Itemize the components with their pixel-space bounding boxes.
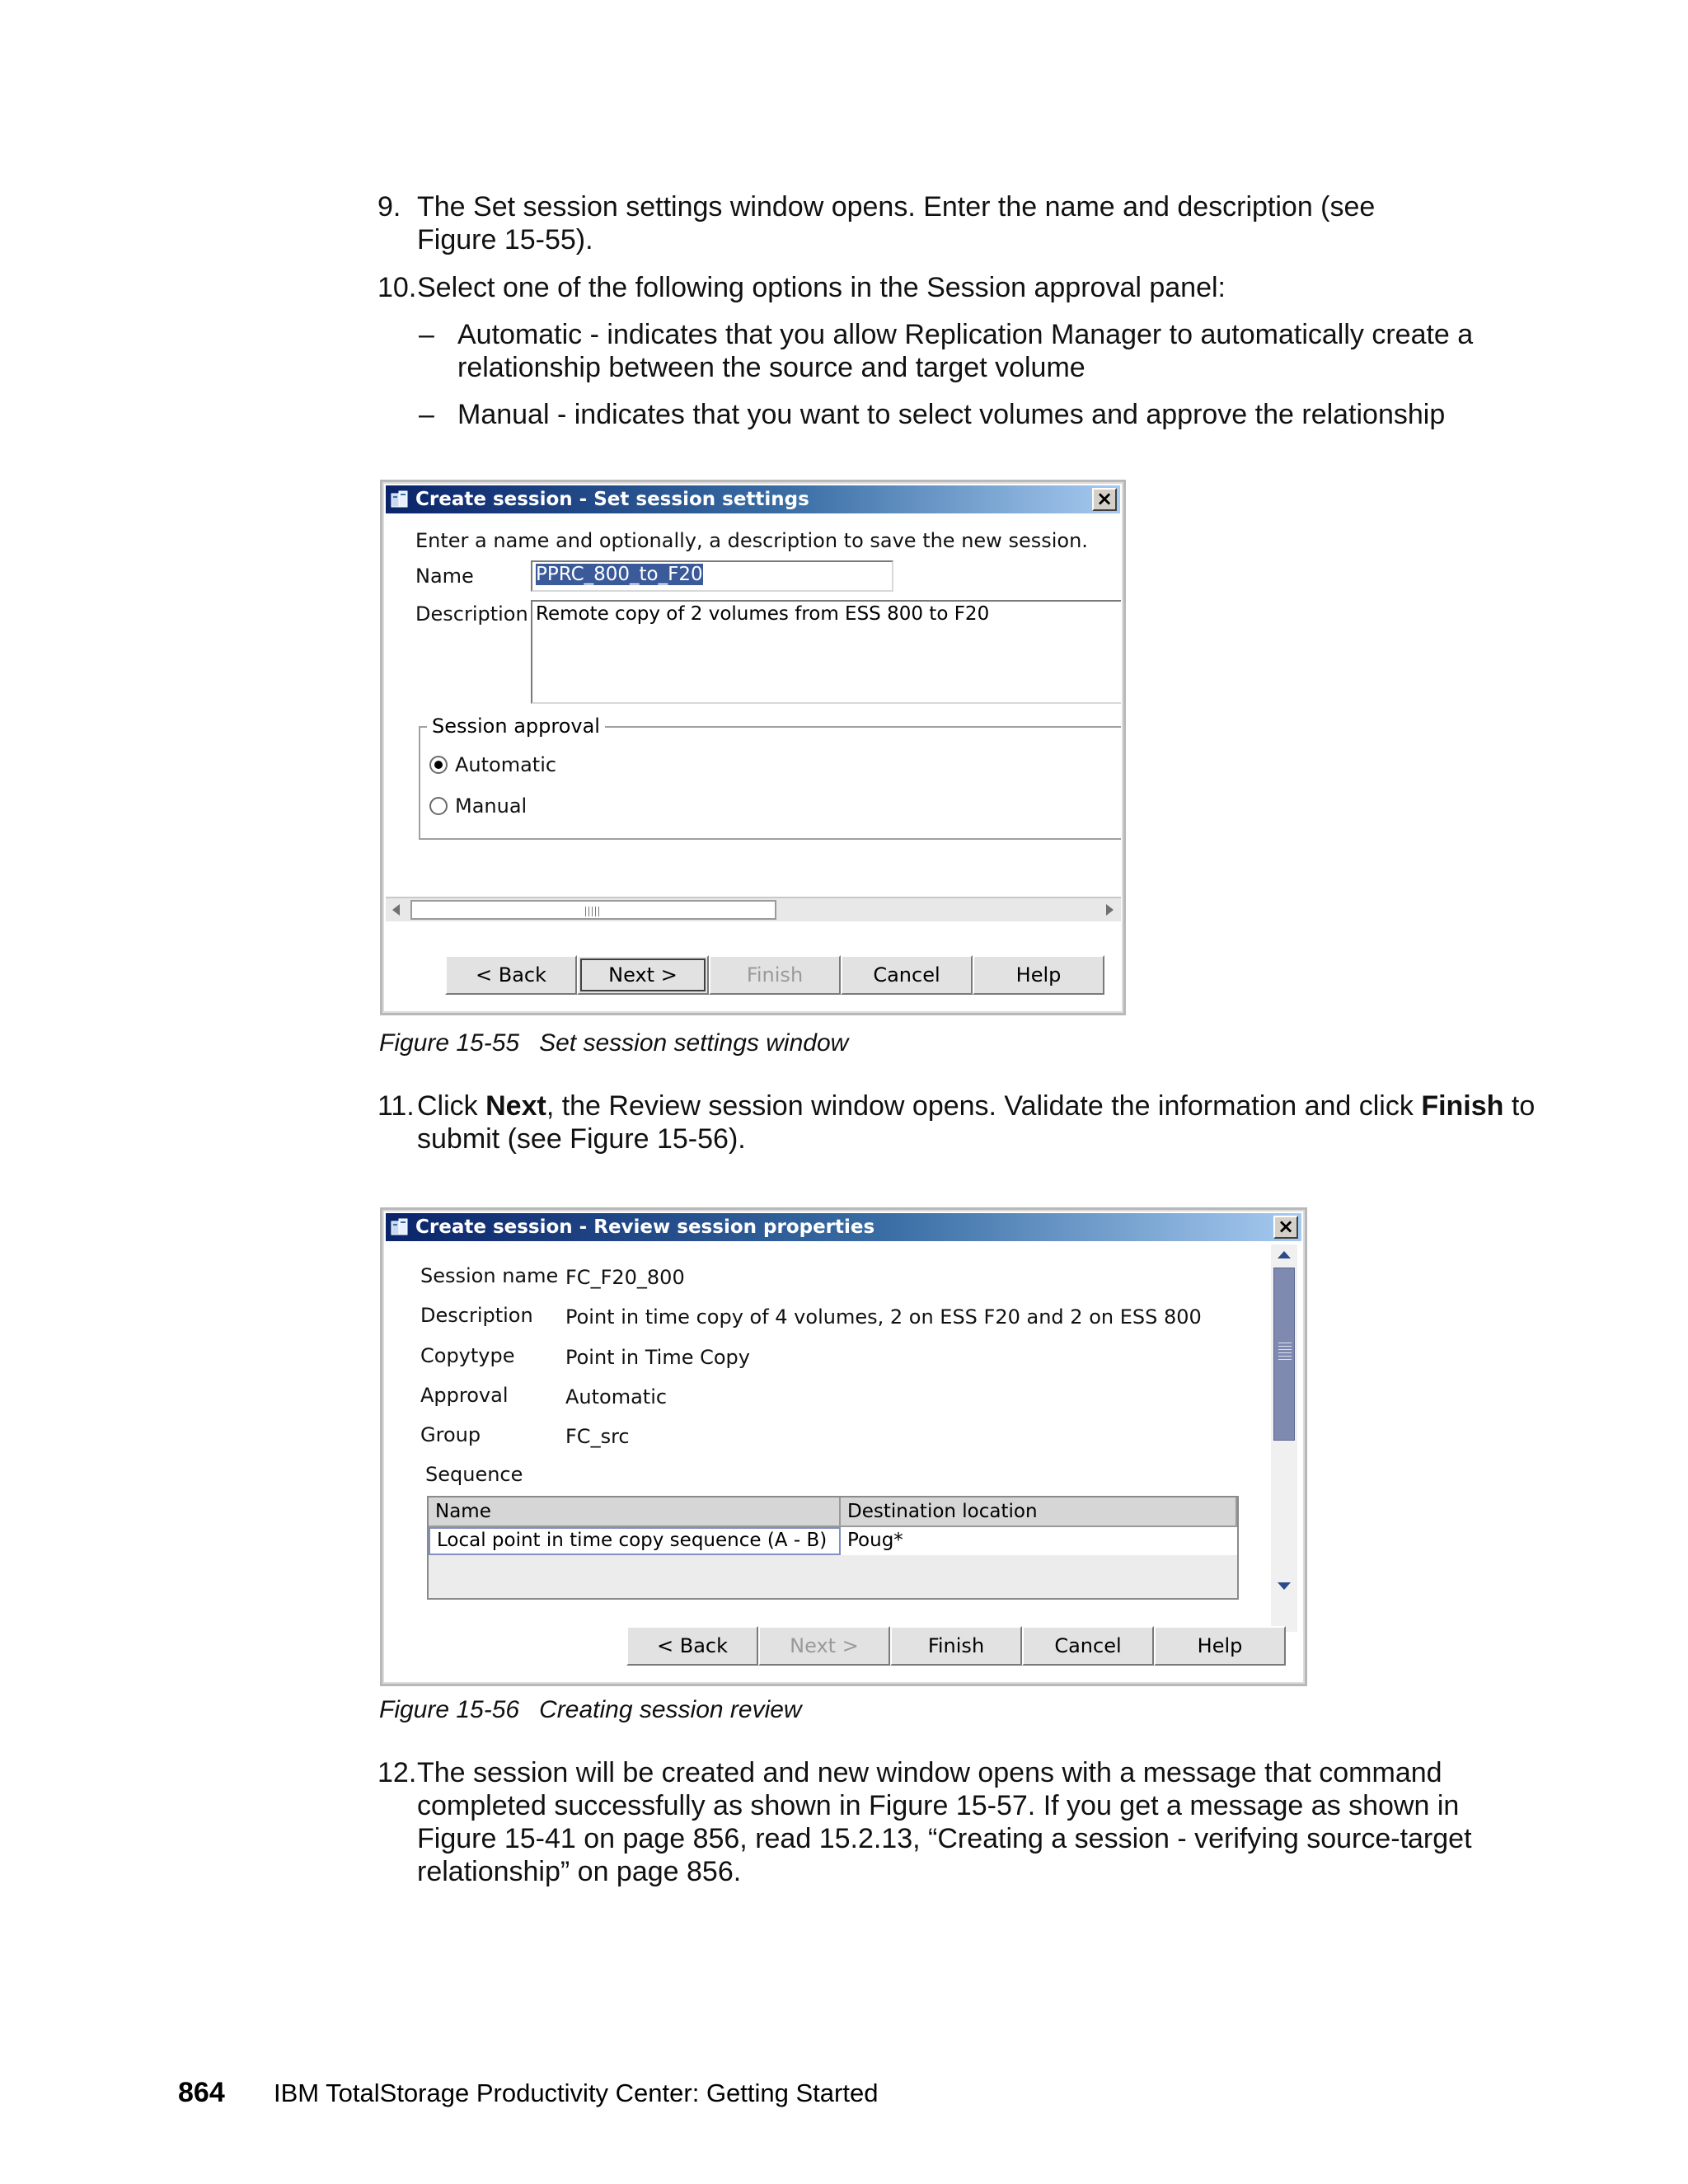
step-11-pre: Click (417, 1090, 486, 1122)
description-value-2: Point in time copy of 4 volumes, 2 on ESS F20 and 2 on ESS 800 (565, 1305, 1202, 1329)
description-value: Remote copy of 2 volumes from ESS 800 to F20 (536, 603, 990, 625)
back-button-2[interactable]: < Back (626, 1626, 758, 1666)
book-title: IBM TotalStorage Productivity Center: Getting Started (274, 2079, 879, 2107)
step-11-post: to (1503, 1090, 1536, 1122)
vertical-scroll-grip-icon (1278, 1343, 1292, 1361)
step-9-number: 9. (377, 191, 401, 223)
dialog-title-2: Create session - Review session properties (415, 1216, 875, 1238)
scroll-down-icon[interactable] (1278, 1582, 1291, 1590)
radio-automatic-label[interactable]: Automatic (455, 753, 557, 776)
bullet-manual-line-1: Manual - indicates that you want to select volumes and approve the relationship (457, 399, 1446, 430)
step-9-text-line-1: The Set session settings window opens. Enter the name and description (see (417, 191, 1376, 223)
figure-15-56-caption (379, 1696, 822, 1724)
dialog-titlebar (386, 485, 1120, 513)
step-11-number: 11. (377, 1090, 415, 1122)
step-12-text-line-4: relationship” on page 856. (417, 1856, 742, 1887)
group-label: Group (420, 1423, 481, 1446)
step-11-bold-finish: Finish (1421, 1090, 1504, 1122)
radio-manual-label[interactable]: Manual (455, 794, 528, 818)
table-row-cell-name[interactable]: Local point in time copy sequence (A - B) (429, 1527, 841, 1555)
figure-15-56-title: Creating session review (539, 1696, 802, 1723)
figure-15-55-title: Set session settings window (539, 1029, 849, 1057)
close-icon[interactable]: × (1273, 1216, 1298, 1239)
table-row-cell-destination[interactable]: Poug* (841, 1527, 1237, 1555)
set-session-settings-dialog (380, 480, 1126, 1015)
description-label-2: Description (420, 1304, 533, 1327)
session-approval-group (419, 726, 1121, 840)
name-input[interactable] (531, 560, 893, 592)
figure-15-56-number: Figure 15-56 (379, 1696, 520, 1723)
page-number: 864 (178, 2077, 225, 2108)
finish-button[interactable]: Finish (709, 955, 841, 995)
step-9-text-line-2: Figure 15-55). (417, 224, 593, 255)
close-icon[interactable]: × (1092, 488, 1117, 511)
bullet-automatic-line-2: relationship between the source and target volume (457, 352, 1085, 383)
dialog-title: Create session - Set session settings (415, 489, 809, 510)
scroll-right-icon[interactable] (1106, 904, 1114, 916)
group-value: FC_src (565, 1425, 630, 1448)
instructions-text: Enter a name and optionally, a description to save the new session. (415, 529, 1088, 552)
session-name-label: Session name (420, 1264, 559, 1287)
step-11-mid: , the Review session window opens. Validate the information and click (546, 1090, 1422, 1122)
approval-value: Automatic (565, 1385, 668, 1408)
step-12-text-line-2: completed successfully as shown in Figure 15-57. If you get a message as shown in (417, 1790, 1460, 1821)
step-10-text: Select one of the following options in the Session approval panel: (417, 272, 1226, 303)
sequence-table (427, 1496, 1239, 1600)
finish-button-2[interactable]: Finish (890, 1626, 1022, 1666)
app-icon (389, 1216, 410, 1238)
scroll-grip-icon (585, 907, 602, 916)
radio-automatic[interactable] (429, 756, 448, 774)
approval-label: Approval (420, 1384, 509, 1407)
name-label: Name (415, 565, 474, 588)
column-header-name[interactable]: Name (429, 1497, 841, 1527)
step-11-bold-next: Next (485, 1090, 546, 1122)
scroll-thumb[interactable] (410, 900, 776, 920)
bullet-dash-2: – (419, 399, 434, 430)
description-label: Description (415, 602, 528, 626)
horizontal-scrollbar[interactable] (386, 897, 1121, 921)
sequence-label: Sequence (425, 1463, 523, 1486)
back-button[interactable]: < Back (445, 955, 577, 995)
column-header-destination[interactable]: Destination location (841, 1497, 1237, 1527)
session-name-value: FC_F20_800 (565, 1266, 685, 1289)
help-button-2[interactable]: Help (1154, 1626, 1286, 1666)
radio-manual[interactable] (429, 797, 448, 815)
figure-15-55-caption (379, 1029, 868, 1057)
cancel-button[interactable]: Cancel (841, 955, 973, 995)
vertical-scroll-thumb[interactable] (1273, 1268, 1295, 1441)
step-11-text-line-1 (417, 1090, 1535, 1123)
scroll-up-icon[interactable] (1278, 1251, 1291, 1258)
bullet-dash-1: – (419, 319, 434, 350)
step-12-text-line-3: Figure 15-41 on page 856, read 15.2.13, “Creating a session - verifying source-target (417, 1823, 1472, 1854)
figure-15-55-number: Figure 15-55 (379, 1029, 520, 1057)
step-12-number: 12. (377, 1757, 417, 1788)
app-icon (389, 489, 410, 510)
next-button-2[interactable]: Next > (758, 1626, 890, 1666)
copytype-label: Copytype (420, 1344, 515, 1367)
step-12-text-line-1: The session will be created and new window opens with a message that command (417, 1757, 1442, 1788)
name-input-value: PPRC_800_to_F20 (536, 564, 703, 585)
bullet-automatic-line-1: Automatic - indicates that you allow Replication Manager to automatically create a (457, 319, 1474, 350)
session-approval-title: Session approval (427, 715, 605, 738)
copytype-value: Point in Time Copy (565, 1346, 750, 1369)
next-button[interactable]: Next > (577, 955, 709, 995)
vertical-scrollbar[interactable] (1271, 1244, 1297, 1632)
scroll-left-icon[interactable] (392, 904, 400, 916)
step-10-number: 10. (377, 272, 417, 303)
description-textarea[interactable] (531, 600, 1121, 704)
cancel-button-2[interactable]: Cancel (1022, 1626, 1154, 1666)
review-session-dialog (380, 1207, 1307, 1686)
step-11-text-line-2: submit (see Figure 15-56). (417, 1123, 746, 1155)
dialog-titlebar-2 (386, 1213, 1301, 1241)
help-button[interactable]: Help (973, 955, 1104, 995)
